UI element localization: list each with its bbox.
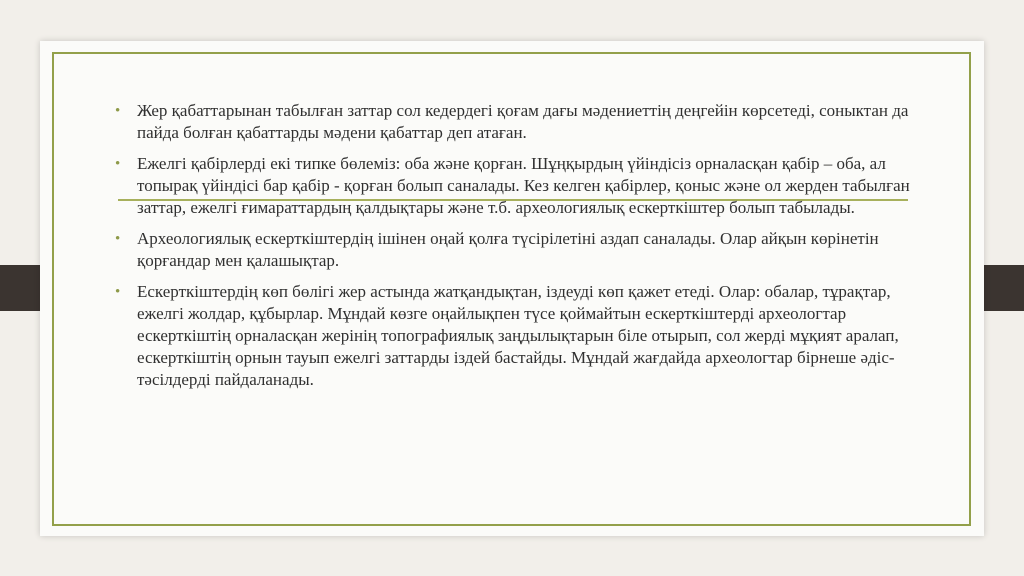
bullet-item <box>115 228 915 272</box>
bullet-icon: • <box>115 156 121 172</box>
bullet-text: Ежелгі қабірлерді екі типке бөлеміз: оба және қорған. Шұңқырдың үйіндісіз орналасқан қабір – оба, ал топырақ үйіндісі бар қабір - қорған болып саналады. Кез келген қабірлер, қоныс және ол жерден табылған заттар, ежелгі ғимараттардың қалдықтары және т.б. археологиялық ескерткіштер болып табылады. <box>137 154 910 217</box>
bullet-list <box>115 100 915 400</box>
bullet-text: Археологиялық ескерткіштердің ішінен оңай қолға түсірілетіні аздап саналады. Олар айқын көрінетін қорғандар мен қалашықтар. <box>137 229 879 270</box>
bullet-icon: • <box>115 284 121 300</box>
bullet-text: Ескерткіштердің көп бөлігі жер астында жатқандықтан, іздеуді көп қажет етеді. Олар: обалар, тұрақтар, ежелгі жолдар, құбырлар. Мұндай көзге оңайлықпен түсе қоймайтын ескерткіштерді археологтар ескерткіштің орналасқан жерінің топографиялық заңдылықтарын біле отырып, сол жерді мұқият аралап, ескерткіштің орнын тауып ежелгі заттарды іздей бастайды. Мұндай жағдайда археологтар бірнеше әдіс-тәсілдерді пайдаланады. <box>137 282 899 389</box>
bullet-item <box>115 281 915 391</box>
bullet-item <box>115 153 915 219</box>
bullet-text: Жер қабаттарынан табылған заттар сол кедердегі қоғам дағы мәдениеттің деңгейін көрсетеді, соныктан да пайда болған қабаттарды мәдени қабаттар деп атаған. <box>137 101 909 142</box>
bullet-item <box>115 100 915 144</box>
bullet-icon: • <box>115 103 121 119</box>
bullet-icon: • <box>115 231 121 247</box>
slide-card <box>40 41 984 536</box>
